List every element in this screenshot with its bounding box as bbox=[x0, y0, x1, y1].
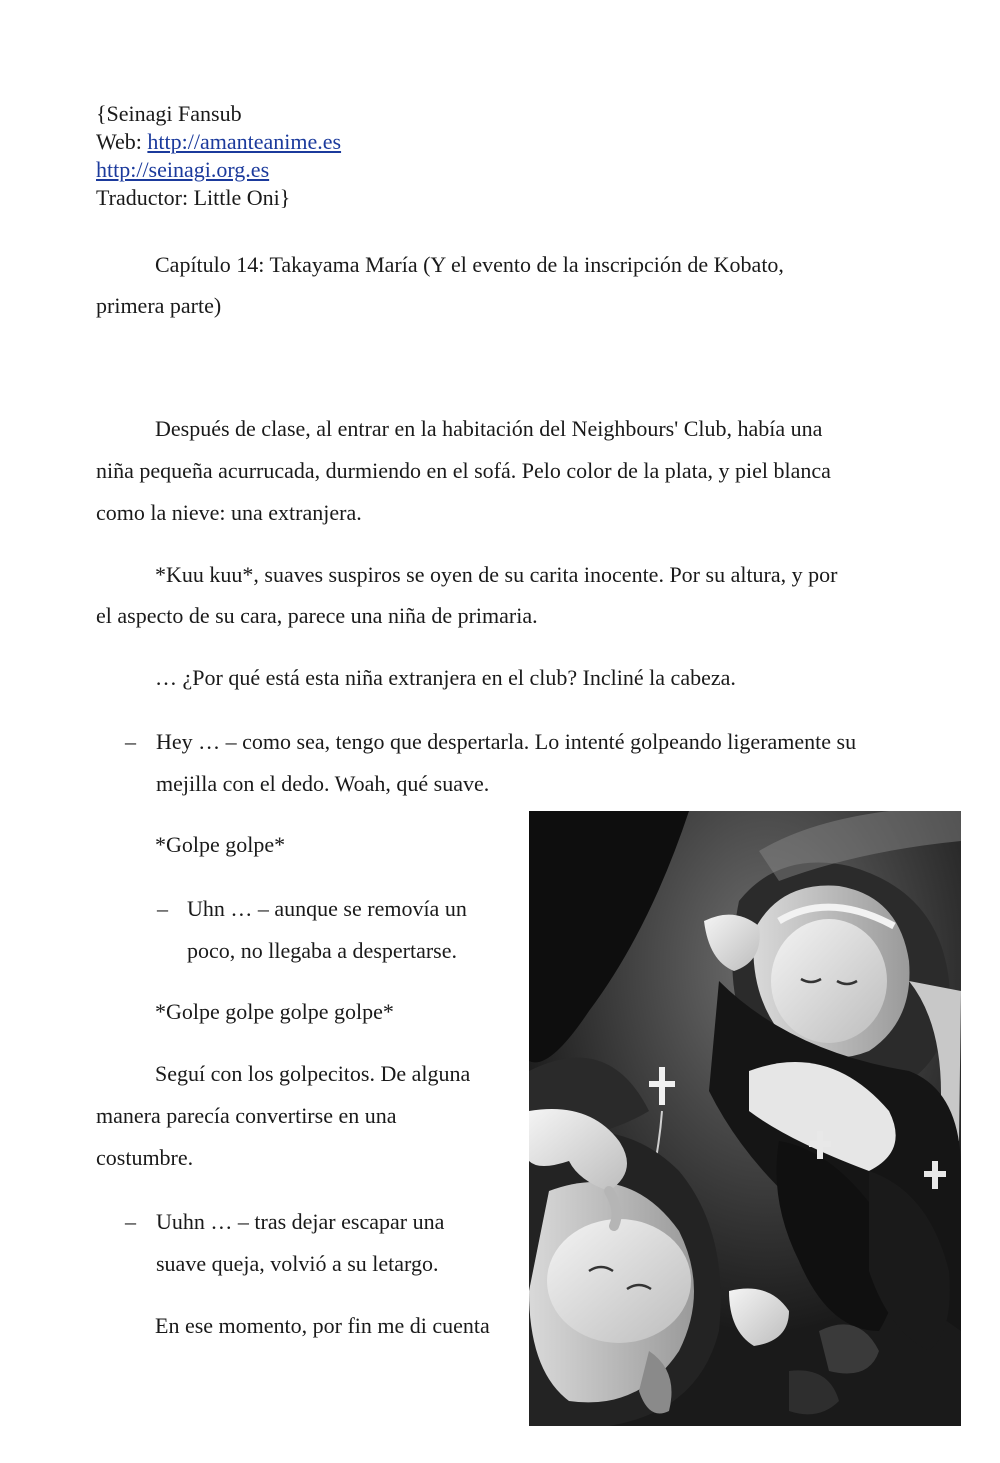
link-seinagi[interactable]: http://seinagi.org.es bbox=[96, 157, 270, 182]
dialogue-line: Uhn … – aunque se removía un bbox=[187, 896, 467, 921]
paragraph-line: *Golpe golpe* bbox=[155, 832, 286, 857]
paragraph-line: Después de clase, al entrar en la habitación del Neighbours' Club, había una bbox=[155, 416, 823, 441]
web-label: Web: bbox=[96, 129, 148, 154]
translator-credit: Traductor: Little Oni} bbox=[96, 185, 291, 210]
dialogue-dash: – bbox=[157, 896, 168, 921]
paragraph-line: … ¿Por qué está esta niña extranjera en el club? Incliné la cabeza. bbox=[155, 665, 736, 690]
paragraph-line: En ese momento, por fin me di cuenta bbox=[155, 1313, 490, 1338]
paragraph-line: Seguí con los golpecitos. De alguna bbox=[155, 1061, 471, 1086]
dialogue-line: Uuhn … – tras dejar escapar una bbox=[156, 1209, 445, 1234]
paragraph-line: *Kuu kuu*, suaves suspiros se oyen de su carita inocente. Por su altura, y por bbox=[155, 562, 838, 587]
dialogue-line: Hey … – como sea, tengo que despertarla. Lo intenté golpeando ligeramente su bbox=[156, 729, 857, 754]
paragraph-line: costumbre. bbox=[96, 1145, 194, 1170]
paragraph-line: niña pequeña acurrucada, durmiendo en el sofá. Pelo color de la plata, y piel blanca bbox=[96, 458, 831, 483]
paragraph-line: el aspecto de su cara, parece una niña de primaria. bbox=[96, 603, 538, 628]
paragraph-line: manera parecía convertirse en una bbox=[96, 1103, 397, 1128]
web-line bbox=[96, 128, 341, 156]
dialogue-line: mejilla con el dedo. Woah, qué suave. bbox=[156, 771, 490, 796]
chapter-title-line-1: Capítulo 14: Takayama María (Y el evento de la inscripción de Kobato, bbox=[155, 252, 784, 277]
dialogue-line: poco, no llegaba a despertarse. bbox=[187, 938, 457, 963]
dialogue-dash: – bbox=[125, 1209, 136, 1234]
link-line-2 bbox=[96, 156, 269, 184]
paragraph-line: como la nieve: una extranjera. bbox=[96, 500, 362, 525]
dialogue-dash: – bbox=[125, 729, 136, 754]
fansub-name: {Seinagi Fansub bbox=[96, 101, 242, 126]
chapter-title-line-2: primera parte) bbox=[96, 293, 222, 318]
dialogue-line: suave queja, volvió a su letargo. bbox=[156, 1251, 439, 1276]
link-amanteanime[interactable]: http://amanteanime.es bbox=[147, 129, 342, 154]
illustration-sleeping-girls bbox=[529, 811, 961, 1426]
paragraph-line: *Golpe golpe golpe golpe* bbox=[155, 999, 394, 1024]
